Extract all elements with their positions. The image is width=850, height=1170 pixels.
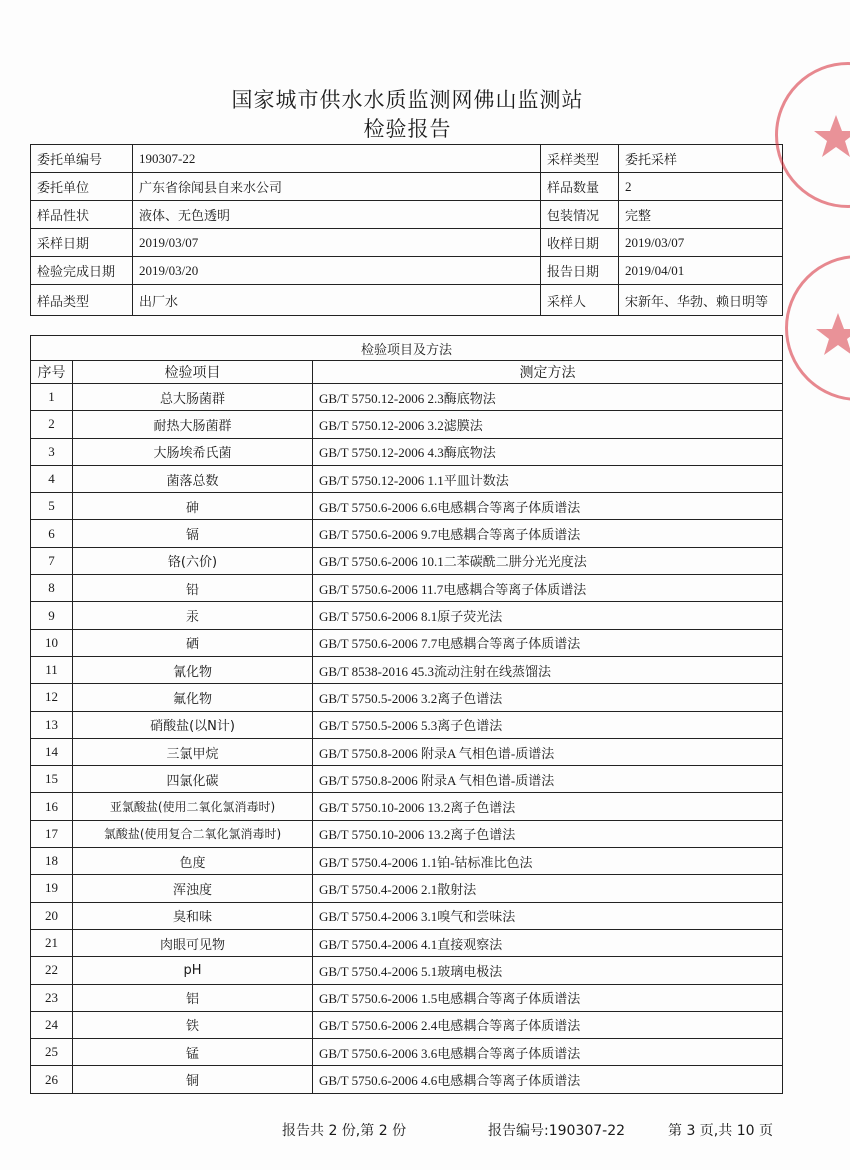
table-row: [31, 1039, 783, 1066]
header-method: 测定方法: [313, 361, 783, 384]
info-label: 采样人: [541, 285, 619, 316]
test-method: GB/T 5750.10-2006 13.2离子色谱法: [313, 820, 783, 847]
test-method: GB/T 5750.12-2006 4.3酶底物法: [313, 438, 783, 465]
table-row: [31, 411, 783, 438]
table-row: [31, 793, 783, 820]
test-method: GB/T 5750.12-2006 2.3酶底物法: [313, 384, 783, 411]
row-number: 1: [31, 384, 73, 411]
row-number: 19: [31, 875, 73, 902]
test-method: GB/T 5750.6-2006 2.4电感耦合等离子体质谱法: [313, 1011, 783, 1038]
info-value: 2: [619, 173, 783, 201]
test-item: 氟化物: [73, 684, 313, 711]
table-row: [31, 438, 783, 465]
header-item: 检验项目: [73, 361, 313, 384]
row-number: 10: [31, 629, 73, 656]
table-row: [31, 465, 783, 492]
table-row: [31, 820, 783, 847]
info-label: 报告日期: [541, 257, 619, 285]
row-number: 9: [31, 602, 73, 629]
report-title: 国家城市供水水质监测网佛山监测站: [231, 88, 584, 112]
test-item: 三氯甲烷: [73, 738, 313, 765]
row-number: 7: [31, 547, 73, 574]
table-row: [31, 656, 783, 683]
test-method: GB/T 5750.8-2006 附录A 气相色谱-质谱法: [313, 738, 783, 765]
row-number: 3: [31, 438, 73, 465]
info-label: 采样日期: [31, 229, 133, 257]
copies-info: 报告共 2 份,第 2 份: [282, 1123, 407, 1139]
row-number: 12: [31, 684, 73, 711]
info-row: [31, 173, 783, 201]
test-item: 铝: [73, 984, 313, 1011]
table-row: [31, 929, 783, 956]
row-number: 24: [31, 1011, 73, 1038]
test-method: GB/T 5750.6-2006 4.6电感耦合等离子体质谱法: [313, 1066, 783, 1093]
table-row: [31, 684, 783, 711]
info-label: 检验完成日期: [31, 257, 133, 285]
report-number: 报告编号:190307-22: [488, 1123, 626, 1139]
info-label: 包装情况: [541, 201, 619, 229]
table-row: [31, 711, 783, 738]
test-method: GB/T 5750.8-2006 附录A 气相色谱-质谱法: [313, 766, 783, 793]
info-row: [31, 285, 783, 316]
test-method: GB/T 5750.6-2006 3.6电感耦合等离子体质谱法: [313, 1039, 783, 1066]
table-row: [31, 493, 783, 520]
info-label: 采样类型: [541, 145, 619, 173]
table-row: [31, 629, 783, 656]
info-value: 委托采样: [619, 145, 783, 173]
test-item: 铜: [73, 1066, 313, 1093]
test-item: 臭和味: [73, 902, 313, 929]
test-method: GB/T 5750.4-2006 3.1嗅气和尝味法: [313, 902, 783, 929]
test-item: 砷: [73, 493, 313, 520]
row-number: 21: [31, 929, 73, 956]
test-items-table: [30, 335, 783, 1094]
test-method: GB/T 5750.6-2006 1.5电感耦合等离子体质谱法: [313, 984, 783, 1011]
info-label: 委托单位: [31, 173, 133, 201]
test-item: 硒: [73, 629, 313, 656]
row-number: 22: [31, 957, 73, 984]
info-label: 样品性状: [31, 201, 133, 229]
test-item: 肉眼可见物: [73, 929, 313, 956]
test-item: 浑浊度: [73, 875, 313, 902]
test-item: 大肠埃希氏菌: [73, 438, 313, 465]
info-row: [31, 229, 783, 257]
info-value: 2019/03/07: [619, 229, 783, 257]
info-value: 2019/04/01: [619, 257, 783, 285]
test-method: GB/T 5750.4-2006 2.1散射法: [313, 875, 783, 902]
test-item: pH: [73, 957, 313, 984]
info-value: 完整: [619, 201, 783, 229]
table-row: [31, 902, 783, 929]
test-item: 铁: [73, 1011, 313, 1038]
test-item: 氯酸盐(使用复合二氧化氯消毒时): [73, 820, 313, 847]
row-number: 5: [31, 493, 73, 520]
row-number: 25: [31, 1039, 73, 1066]
test-method: GB/T 5750.12-2006 3.2滤膜法: [313, 411, 783, 438]
test-method: GB/T 8538-2016 45.3流动注射在线蒸馏法: [313, 656, 783, 683]
table-row: [31, 766, 783, 793]
table-row: [31, 384, 783, 411]
test-method: GB/T 5750.12-2006 1.1平皿计数法: [313, 465, 783, 492]
info-label: 委托单编号: [31, 145, 133, 173]
test-method: GB/T 5750.5-2006 3.2离子色谱法: [313, 684, 783, 711]
row-number: 14: [31, 738, 73, 765]
official-seal-top: [775, 62, 850, 208]
test-item: 铬(六价): [73, 547, 313, 574]
test-method: GB/T 5750.6-2006 10.1二苯碳酰二肼分光光度法: [313, 547, 783, 574]
table-row: [31, 738, 783, 765]
row-number: 26: [31, 1066, 73, 1093]
test-method: GB/T 5750.6-2006 6.6电感耦合等离子体质谱法: [313, 493, 783, 520]
section-title: 检验项目及方法: [31, 336, 783, 361]
page-number: 第 3 页,共 10 页: [668, 1123, 773, 1139]
table-row: [31, 547, 783, 574]
test-method: GB/T 5750.6-2006 7.7电感耦合等离子体质谱法: [313, 629, 783, 656]
test-item: 菌落总数: [73, 465, 313, 492]
test-item: 锰: [73, 1039, 313, 1066]
test-item: 镉: [73, 520, 313, 547]
table-row: [31, 1011, 783, 1038]
star-icon: [788, 258, 850, 398]
row-number: 2: [31, 411, 73, 438]
row-number: 16: [31, 793, 73, 820]
info-value: 液体、无色透明: [133, 201, 541, 229]
info-value: 190307-22: [133, 145, 541, 173]
table-row: [31, 984, 783, 1011]
table-row: [31, 1066, 783, 1093]
official-seal-bottom: [785, 255, 850, 401]
header-no: 序号: [31, 361, 73, 384]
table-header-row: [31, 361, 783, 384]
test-item: 铅: [73, 575, 313, 602]
test-method: GB/T 5750.10-2006 13.2离子色谱法: [313, 793, 783, 820]
test-method: GB/T 5750.4-2006 5.1玻璃电极法: [313, 957, 783, 984]
row-number: 11: [31, 656, 73, 683]
info-label: 样品数量: [541, 173, 619, 201]
test-item: 硝酸盐(以N计): [73, 711, 313, 738]
info-row: [31, 201, 783, 229]
test-method: GB/T 5750.4-2006 4.1直接观察法: [313, 929, 783, 956]
section-title-row: [31, 336, 783, 361]
table-row: [31, 602, 783, 629]
test-method: GB/T 5750.6-2006 9.7电感耦合等离子体质谱法: [313, 520, 783, 547]
row-number: 8: [31, 575, 73, 602]
info-value: 2019/03/07: [133, 229, 541, 257]
row-number: 13: [31, 711, 73, 738]
row-number: 23: [31, 984, 73, 1011]
row-number: 15: [31, 766, 73, 793]
test-item: 汞: [73, 602, 313, 629]
table-row: [31, 520, 783, 547]
table-row: [31, 575, 783, 602]
row-number: 4: [31, 465, 73, 492]
sample-info-table: [30, 144, 783, 316]
test-item: 亚氯酸盐(使用二氧化氯消毒时): [73, 793, 313, 820]
row-number: 20: [31, 902, 73, 929]
row-number: 17: [31, 820, 73, 847]
info-label: 收样日期: [541, 229, 619, 257]
row-number: 18: [31, 848, 73, 875]
test-item: 耐热大肠菌群: [73, 411, 313, 438]
info-row: [31, 145, 783, 173]
table-row: [31, 957, 783, 984]
table-row: [31, 848, 783, 875]
row-number: 6: [31, 520, 73, 547]
test-item: 色度: [73, 848, 313, 875]
test-method: GB/T 5750.6-2006 8.1原子荧光法: [313, 602, 783, 629]
test-item: 四氯化碳: [73, 766, 313, 793]
info-label: 样品类型: [31, 285, 133, 316]
test-method: GB/T 5750.4-2006 1.1铂-钴标准比色法: [313, 848, 783, 875]
report-subtitle: 检验报告: [363, 117, 452, 141]
test-method: GB/T 5750.5-2006 5.3离子色谱法: [313, 711, 783, 738]
info-value: 出厂水: [133, 285, 541, 316]
test-item: 总大肠菌群: [73, 384, 313, 411]
info-row: [31, 257, 783, 285]
test-method: GB/T 5750.6-2006 11.7电感耦合等离子体质谱法: [313, 575, 783, 602]
info-value: 宋新年、华勃、赖日明等: [619, 285, 783, 316]
test-item: 氰化物: [73, 656, 313, 683]
info-value: 2019/03/20: [133, 257, 541, 285]
info-value: 广东省徐闻县自来水公司: [133, 173, 541, 201]
table-row: [31, 875, 783, 902]
star-icon: [778, 65, 850, 205]
